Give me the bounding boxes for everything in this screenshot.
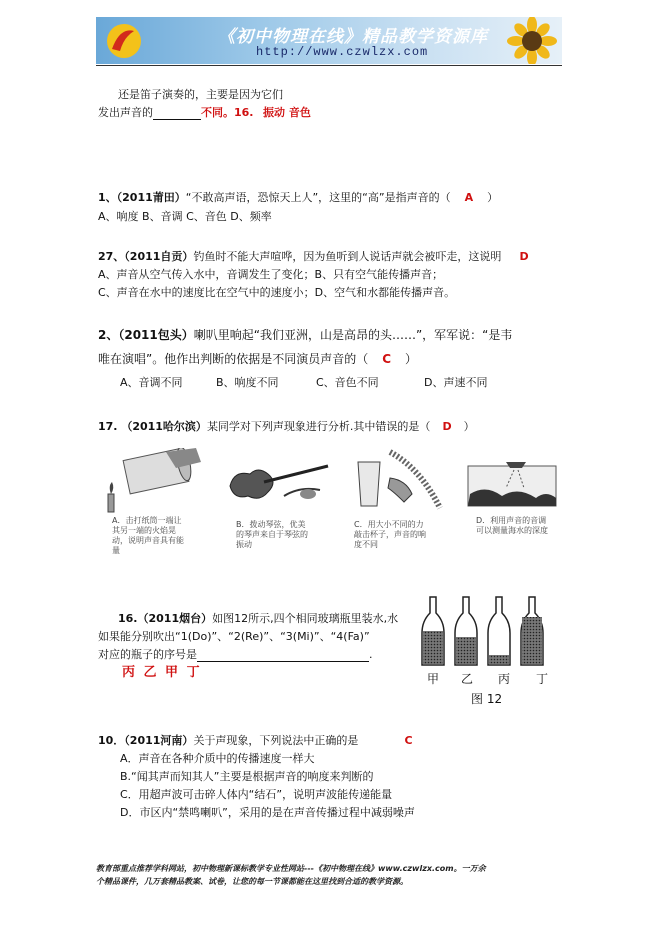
q17-label: 17. （2011哈尔滨） bbox=[98, 420, 207, 433]
figure-12-bottles bbox=[418, 595, 558, 679]
q2-option-a: A、音调不同 bbox=[120, 376, 183, 389]
figure-12-caption: 图 12 bbox=[471, 692, 503, 706]
q1-answer: A bbox=[464, 191, 474, 204]
intro-line-1: 还是笛子演奏的，主要是因为它们 bbox=[118, 88, 283, 101]
site-url[interactable]: http://www.czwlzx.com bbox=[256, 45, 429, 59]
figure-c-caption: C．用大小不同的力敲击杯子，声音的响度不同 bbox=[354, 520, 426, 549]
q16-label: 16.（2011烟台） bbox=[118, 612, 213, 625]
q10-option-b: B.“闻其声而知其人”主要是根据声音的响度来判断的 bbox=[120, 770, 374, 783]
answer-blank bbox=[153, 119, 201, 120]
q2-option-b: B、响度不同 bbox=[216, 376, 279, 389]
q16-stem-1 bbox=[118, 610, 398, 626]
q16-stem-3: 对应的瓶子的序号是 . bbox=[98, 648, 373, 661]
q10-stem bbox=[98, 732, 413, 748]
q17-close: ） bbox=[463, 420, 475, 433]
q10-label: 10．（2011河南） bbox=[98, 734, 194, 747]
q16-stem-2: 如果能分别吹出“1(Do)”、“2(Re)”、“3(Mi)”、“4(Fa)” bbox=[98, 630, 370, 643]
q17-answer: D bbox=[442, 420, 452, 433]
q2-stem-2 bbox=[98, 350, 417, 367]
q2-label: 2、（2011包头） bbox=[98, 328, 194, 342]
q17-stem bbox=[98, 418, 475, 434]
site-title: 《初中物理在线》精品教学资源库 bbox=[218, 27, 488, 47]
intro-line-2 bbox=[98, 104, 311, 120]
q10-option-a: A．声音在各种介质中的传播速度一样大 bbox=[120, 752, 315, 765]
q17-text: 某同学对下列声现象进行分析.其中错误的是（ bbox=[206, 420, 431, 433]
q27-text: 钓鱼时不能大声喧哗，因为鱼听到人说话声就会被吓走，这说明 bbox=[193, 250, 502, 263]
q10-answer: C bbox=[404, 734, 413, 747]
bottle-label-bing: 丙 bbox=[498, 672, 511, 686]
q2-stem-1 bbox=[98, 326, 512, 343]
q2-close: ） bbox=[405, 352, 418, 366]
header-banner bbox=[96, 17, 562, 64]
header-rule bbox=[96, 65, 562, 66]
q2-option-d: D、声速不同 bbox=[424, 376, 488, 389]
q1-options: A、响度 B、音调 C、音色 D、频率 bbox=[98, 210, 272, 223]
footer-line-1: 教育部重点推荐学科网站，初中物理新课标教学专业性网站---《初中物理在线》www.czwlzx.com。一万余 bbox=[96, 864, 486, 873]
figure-a-drum-candle bbox=[106, 448, 214, 518]
intro-suffix: 不同。16. bbox=[201, 106, 254, 119]
bottle-label-yi: 乙 bbox=[461, 672, 474, 686]
q10-text: 关于声现象，下列说法中正确的是 bbox=[193, 734, 359, 747]
q16-blank bbox=[197, 661, 369, 662]
q16-text-1: 如图12所示,四个相同玻璃瓶里装水,水 bbox=[212, 612, 399, 625]
q27-options-cd: C、声音在水中的速度比在空气中的速度小；D、空气和水都能传播声音。 bbox=[98, 286, 456, 299]
q2-answer: C bbox=[382, 352, 392, 366]
sunflower-icon bbox=[502, 17, 562, 64]
q1-stem bbox=[98, 189, 498, 205]
q27-label: 27、（2011自贡） bbox=[98, 250, 194, 263]
footer-line-2: 个精品课件，几万套精品教案、试卷，让您的每一节课都能在这里找到合适的教学资源。 bbox=[96, 877, 408, 886]
intro-prefix: 发出声音的 bbox=[98, 106, 153, 119]
intro-answer: 振动 音色 bbox=[263, 106, 311, 119]
q27-stem bbox=[98, 248, 529, 264]
q2-option-c: C、音色不同 bbox=[316, 376, 379, 389]
figure-d-caption: D．利用声音的音调可以测量海水的深度 bbox=[476, 516, 548, 535]
q1-text: “不敢高声语，恐惊天上人”，这里的“高”是指声音的（ bbox=[185, 191, 451, 204]
figure-d-sonar-ship bbox=[466, 454, 562, 512]
q16-answer: 丙 乙 甲 丁 bbox=[122, 665, 202, 680]
q27-options-ab: A、声音从空气传入水中，音调发生了变化；B、只有空气能传播声音； bbox=[98, 268, 444, 281]
figure-c-glass-cup bbox=[350, 448, 446, 512]
figure-b-caption: B．拨动琴弦，优美的琴声来自于琴弦的振动 bbox=[236, 520, 308, 549]
figure-b-violin bbox=[224, 456, 334, 514]
q1-close: ） bbox=[487, 191, 499, 204]
q10-option-d: D．市区内“禁鸣喇叭”，采用的是在声音传播过程中减弱噪声 bbox=[120, 806, 415, 819]
logo-icon bbox=[104, 21, 144, 61]
figure-a-caption: A．击打纸筒一端让其另一端的火焰晃动，说明声音具有能量 bbox=[112, 516, 184, 555]
q10-option-c: C．用超声波可击碎人体内“结石”，说明声波能传递能量 bbox=[120, 788, 393, 801]
q2-text-1: 喇叭里响起“我们亚洲，山是高昂的头……”，军军说：“是韦 bbox=[193, 328, 513, 342]
q27-answer: D bbox=[519, 250, 529, 263]
q2-text-2: 唯在演唱”。他作出判断的依据是不同演员声音的（ bbox=[98, 352, 369, 366]
bottle-label-ding: 丁 bbox=[536, 672, 549, 686]
bottle-label-jia: 甲 bbox=[427, 672, 440, 686]
q16-text-3: 对应的瓶子的序号是 bbox=[98, 648, 197, 661]
q1-label: 1、（2011莆田） bbox=[98, 191, 186, 204]
